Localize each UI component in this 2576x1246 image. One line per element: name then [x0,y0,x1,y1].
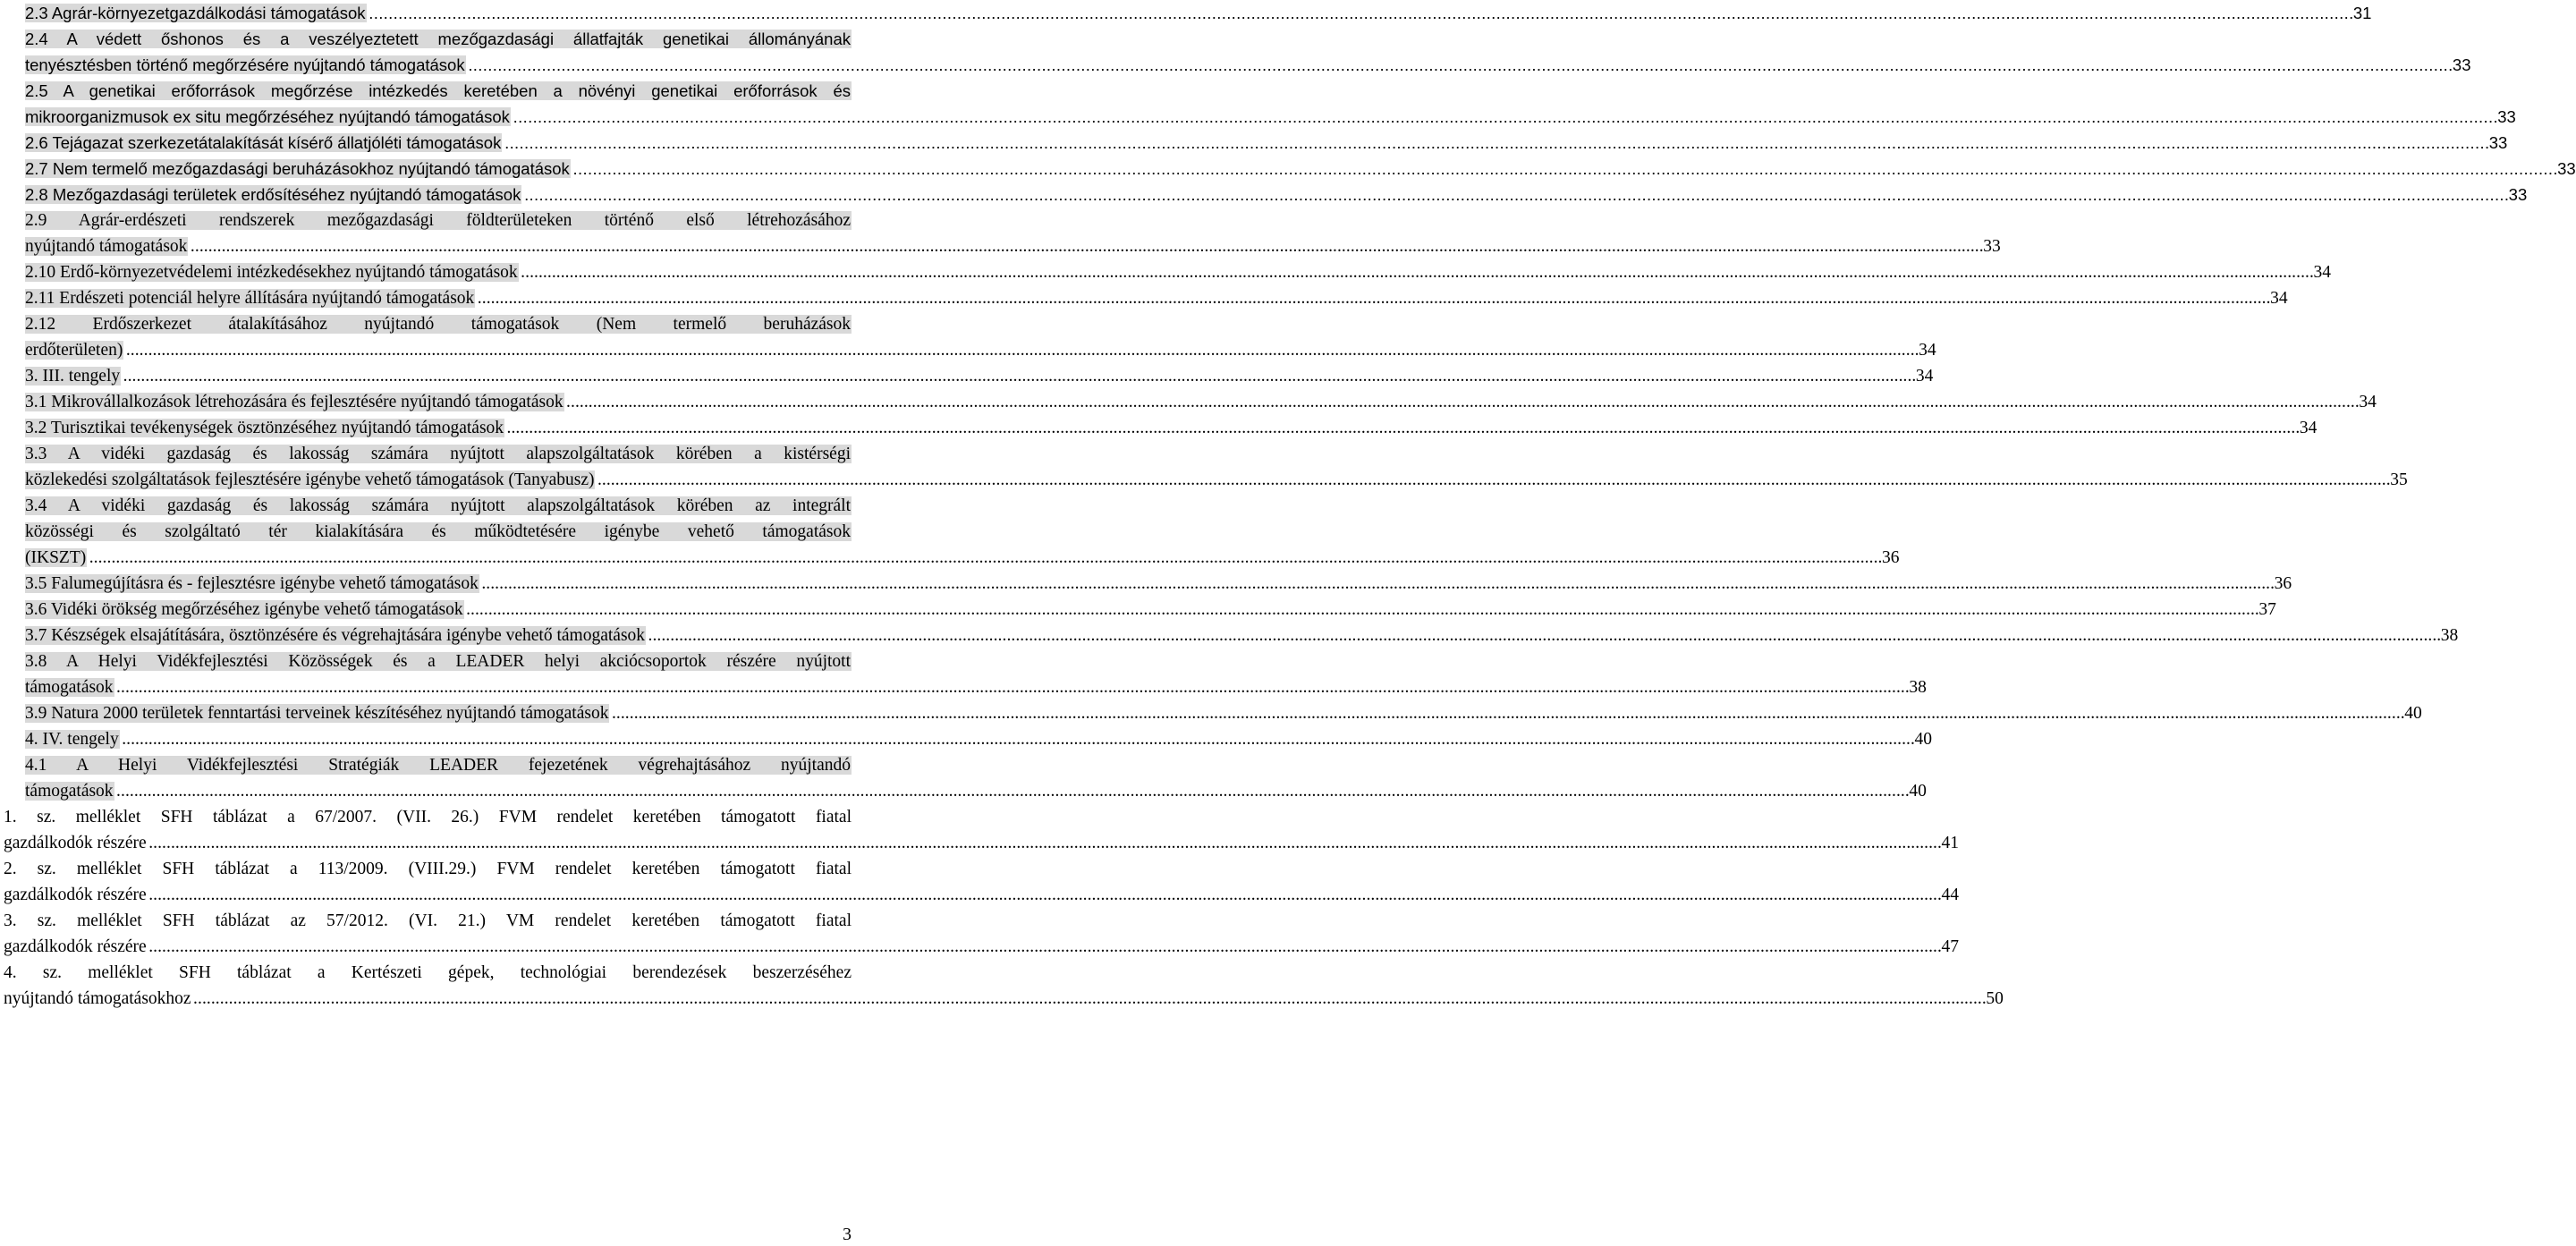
toc-entry-last-line [0,0,2372,26]
toc-entry-text: 3.8 A Helyi Vidékfejlesztési Közösségek és a LEADER helyi akciócsoportok részére nyújtott [25,652,851,671]
dot-leader [147,886,1940,904]
dot-leader [609,704,2402,723]
dot-leader [87,548,1880,567]
toc-page-number: 34 [1919,341,1936,360]
toc-entry-last-line [0,52,2471,78]
dot-leader [121,367,1914,386]
toc-entry-text: 2. sz. melléklet SFH táblázat a 113/2009. (VIII.29.) FVM rendelet keretében támogatott fiatal [4,860,852,878]
toc-entry[interactable] [0,571,2292,597]
toc-entry-last-line [0,571,2292,597]
toc-page-number: 33 [2488,133,2508,152]
toc-entry[interactable] [0,130,2508,156]
page-number: 3 [843,1225,852,1244]
toc-entry[interactable] [0,363,1934,389]
dot-leader [571,159,2555,178]
toc-entry-text: 2.6 Tejágazat szerkezetátalakítását kísérő állatjóléti támogatások [25,133,502,152]
toc-entry-text: 3.5 Falumegújításra és - fejlesztésre igénybe vehető támogatások [25,574,479,593]
toc-page-number: 34 [1915,367,1934,386]
toc-entry[interactable] [0,856,1959,908]
toc-page-number: 50 [1986,989,2004,1008]
toc-entry-text: 2.4 A védett őshonos és a veszélyeztetett mezőgazdasági állatfajták genetikai állományának [25,30,851,48]
toc-entry-text: nyújtandó támogatások [25,237,188,256]
toc-entry-last-line [0,337,1936,363]
dot-leader [114,678,1908,697]
toc-page-number: 38 [1909,678,1927,697]
toc-page-number: 33 [2497,107,2516,126]
toc-entry-last-line [0,597,2276,623]
dot-leader [521,185,2506,204]
toc-entry[interactable] [0,285,2288,311]
dot-leader [191,989,1985,1008]
toc-entry-last-line [0,259,2331,285]
toc-entry-line [0,960,859,986]
toc-entry-last-line [0,545,1900,571]
toc-entry-text: 2.5 A genetikai erőforrások megőrzése intézkedés keretében a növényi genetikai erőforrások és [25,81,851,100]
toc-entry-last-line [0,415,2318,441]
dot-leader [519,263,2312,282]
toc-entry[interactable] [0,0,2372,26]
toc-entry[interactable] [0,752,1927,804]
toc-entry-text: 3.1 Mikrovállalkozások létrehozására és fejlesztésére nyújtandó támogatások [25,393,564,411]
toc-entry-text: 3.2 Turisztikai tevékenységek ösztönzéséhez nyújtandó támogatások [25,419,504,437]
toc-entry-text: 2.7 Nem termelő mezőgazdasági beruházásokhoz nyújtandó támogatások [25,159,570,178]
dot-leader [367,4,2351,22]
toc-entry-last-line [0,130,2508,156]
toc-page-number: 34 [2359,393,2377,411]
toc-entry-text: 2.8 Mezőgazdasági területek erdősítéséhez nyújtandó támogatások [25,185,521,204]
toc-entry[interactable] [0,960,2004,1012]
toc-entry-last-line [0,726,1932,752]
toc-entry-line [0,311,859,337]
toc-entry[interactable] [0,389,2377,415]
toc-entry[interactable] [0,259,2331,285]
toc-entry[interactable] [0,182,2528,208]
toc-page-number: 40 [1909,782,1927,801]
toc-entry-text: támogatások [25,782,114,801]
toc-page-number: 36 [2274,574,2292,593]
toc-entry-line [0,208,859,233]
toc-entry[interactable] [0,908,1959,960]
dot-leader [564,393,2358,411]
toc-entry-text: 4.1 A Helyi Vidékfejlesztési Stratégiák LEADER fejezetének végrehajtásához nyújtandó [25,756,851,775]
toc-entry-text: gazdálkodók részére [4,937,147,956]
toc-page-number: 37 [2258,600,2276,619]
toc-entry-text: 4. sz. melléklet SFH táblázat a Kertészeti gépek, technológiai berendezések beszerzéséhez [4,963,852,982]
toc-entry-line [0,493,859,519]
toc-page-number: 36 [1882,548,1900,567]
toc-entry[interactable] [0,700,2422,726]
toc-entry-line [0,908,859,934]
toc-entry-text: közlekedési szolgáltatások fejlesztésére igénybe vehető támogatások (Tanyabusz) [25,470,595,489]
toc-entry-last-line [0,778,1927,804]
toc-entry-last-line [0,363,1934,389]
toc-entry[interactable] [0,415,2318,441]
toc-entry-last-line [0,285,2288,311]
dot-leader [188,237,1981,256]
toc-page-number: 35 [2390,470,2408,489]
toc-entry-text: gazdálkodók részére [4,834,147,852]
toc-page-number: 44 [1941,886,1959,904]
toc-entry-text: 1. sz. melléklet SFH táblázat a 67/2007. (VII. 26.) FVM rendelet keretében támogatott fiatal [4,808,852,826]
toc-entry[interactable] [0,441,2408,493]
toc-entry-text: (IKSZT) [25,548,87,567]
toc-entry[interactable] [0,623,2459,648]
dot-leader [502,133,2487,152]
toc-entry-line [0,519,859,545]
toc-entry-line [0,26,859,52]
toc-entry-text: nyújtandó támogatásokhoz [4,989,191,1008]
toc-entry-last-line [0,156,2576,182]
toc-entry-text: 3.3 A vidéki gazdaság és lakosság számára nyújtott alapszolgáltatások körében a kistérségi [25,445,851,463]
dot-leader [479,574,2273,593]
toc-entry-text: 3.9 Natura 2000 területek fenntartási terveinek készítéséhez nyújtandó támogatások [25,704,609,723]
toc-page-number: 33 [2508,185,2528,204]
dot-leader [147,834,1940,852]
toc-page-number: 40 [2404,704,2422,723]
toc-page-number: 40 [1914,730,1932,749]
toc-entry-last-line [0,467,2408,493]
toc-entry-text: 3.7 Készségek elsajátítására, ösztönzésére és végrehajtására igénybe vehető támogatások [25,626,646,645]
toc-page-number: 38 [2440,626,2459,645]
toc-page-number: 41 [1941,834,1959,852]
toc-entry-text: támogatások [25,678,114,697]
toc-entry-text: 2.10 Erdő-környezetvédelemi intézkedésekhez nyújtandó támogatások [25,263,518,282]
toc-entry-text: 3.6 Vidéki örökség megőrzéséhez igénybe vehető támogatások [25,600,463,619]
toc-entry-last-line [0,934,1959,960]
toc-entry-last-line [0,882,1959,908]
toc-entry-last-line [0,674,1927,700]
toc-entry-text: 4. IV. tengely [25,730,119,749]
toc-entry-text: tenyésztésben történő megőrzésére nyújtandó támogatások [25,55,465,74]
toc-page-number: 34 [2299,419,2318,437]
toc-entry-last-line [0,623,2459,648]
toc-entry-line [0,804,859,830]
dot-leader [511,107,2496,126]
toc-entry-line [0,441,859,467]
dot-leader [475,289,2268,308]
toc-entry[interactable] [0,78,2516,130]
toc-entry-last-line [0,986,2004,1012]
dot-leader [466,55,2451,74]
toc-page-number: 33 [2452,55,2471,74]
dot-leader [147,937,1940,956]
toc-entry-text: 3. sz. melléklet SFH táblázat az 57/2012. (VI. 21.) VM rendelet keretében támogatott fiatal [4,911,852,930]
toc-entry-last-line [0,389,2377,415]
toc-entry-last-line [0,233,2001,259]
dot-leader [120,730,1913,749]
toc-entry[interactable] [0,156,2576,182]
toc-entry-last-line [0,830,1959,856]
toc-entry-line [0,648,859,674]
toc-entry[interactable] [0,648,1927,700]
toc-entry-line [0,752,859,778]
toc-entry-line [0,78,859,104]
toc-page-number: 33 [2557,159,2576,178]
toc-entry[interactable] [0,208,2001,259]
toc-entry-text: 2.3 Agrár-környezetgazdálkodási támogatások [25,4,366,22]
toc-entry[interactable] [0,597,2276,623]
dot-leader [646,626,2439,645]
toc-page-number: 33 [1983,237,2001,256]
toc-entry-text: közösségi és szolgáltató tér kialakítására és működtetésére igénybe vehető támogatások [25,522,851,541]
toc-entry-text: erdőterületen) [25,341,123,360]
dot-leader [464,600,2258,619]
toc-entry-text: 3.4 A vidéki gazdaság és lakosság számára nyújtott alapszolgáltatások körében az integrált [25,496,851,515]
toc-entry-text: 3. III. tengely [25,367,121,386]
toc-page-number: 34 [2313,263,2331,282]
toc-entry-text: 2.11 Erdészeti potenciál helyre állítására nyújtandó támogatások [25,289,475,308]
toc-entry-line [0,856,859,882]
toc-page-number: 31 [2352,4,2372,22]
toc-entry-text: 2.12 Erdőszerkezet átalakításához nyújtandó támogatások (Nem termelő beruházások [25,315,851,334]
dot-leader [504,419,2298,437]
toc-page-number: 47 [1941,937,1959,956]
toc-entry[interactable] [0,311,1936,363]
toc-entry-text: gazdálkodók részére [4,886,147,904]
toc-entry-last-line [0,104,2516,130]
toc-entry-last-line [0,182,2528,208]
dot-leader [595,470,2388,489]
toc-entry-text: mikroorganizmusok ex situ megőrzéséhez nyújtandó támogatások [25,107,510,126]
toc-page-number: 34 [2270,289,2288,308]
toc-entry[interactable] [0,493,1900,571]
toc-entry-last-line [0,700,2422,726]
dot-leader [123,341,1917,360]
toc-entry[interactable] [0,726,1932,752]
toc-entry-text: 2.9 Agrár-erdészeti rendszerek mezőgazdasági földterületeken történő első létrehozásához [25,211,851,230]
dot-leader [114,782,1908,801]
toc-entry[interactable] [0,804,1959,856]
toc-entry[interactable] [0,26,2471,78]
